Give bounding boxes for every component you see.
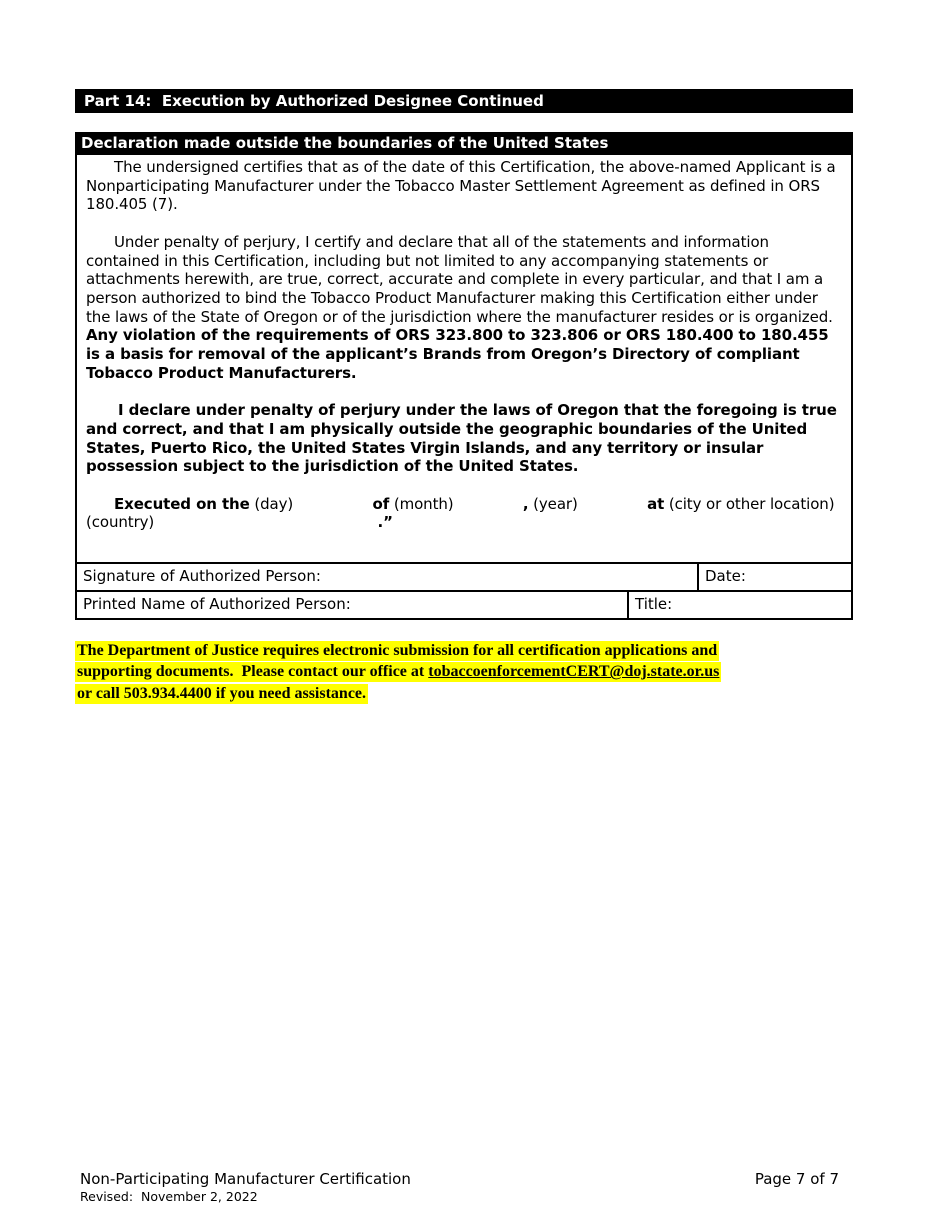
header-gap — [75, 113, 853, 132]
country-label: (country) — [86, 513, 155, 532]
declaration-paragraph-2 — [86, 233, 842, 383]
page-footer — [75, 1170, 853, 1205]
highlighted-text: or call 503.934.4400 if you need assistance. — [77, 684, 367, 702]
highlighted-text: The Department of Justice requires electronic submission for all certification applications and — [77, 642, 718, 659]
part-14-header-bar: Part 14: Execution by Authorized Designee Continued — [75, 89, 853, 113]
paragraph-2-bold-text: Any violation of the requirements of ORS 323.800 to 323.806 or ORS 180.400 to 180.455 is a basis for removal of the applicant’s Brands from Oregon’s Directory of compliant Tobacco Product Manufacturers. — [86, 326, 829, 382]
highlighted-text — [75, 662, 721, 682]
footer-page-number: Page 7 of 7 — [754, 1170, 839, 1188]
declaration-paragraph-1 — [86, 158, 842, 214]
notice-line-2 — [75, 661, 853, 682]
footer-revised-date: Revised: November 2, 2022 — [80, 1189, 258, 1204]
paragraph-2-regular-text: Under penalty of perjury, I certify and declare that all of the statements and information contained in this Certification, including but not limited to any accompanying statements or attachments herewith, are true, correct, accurate and complete in every particular, and that I am a person authorized to bind the Tobacco Product Manufacturer making this Certification either under the laws of the State of Oregon or of the jurisdiction where the manufacturer resides or is organized. — [86, 232, 838, 326]
month-blank — [458, 508, 518, 509]
paragraph-1-text: The undersigned certifies that as of the date of this Certification, the above-named Applicant is a Nonparticipating Manufacturer under the Tobacco Master Settlement Agreement as defined in ORS 180.405 (7). — [86, 158, 836, 214]
declaration-paragraph-3 — [86, 401, 842, 476]
signature-label-cell: Signature of Authorized Person: — [77, 564, 699, 590]
comma-separator: , — [522, 494, 529, 513]
printed-name-label-cell: Printed Name of Authorized Person: — [77, 592, 629, 618]
page-content — [75, 89, 853, 704]
of-label: of — [372, 494, 390, 513]
footer-document-title: Non-Participating Manufacturer Certification — [80, 1170, 411, 1188]
table-row-signature — [75, 564, 853, 592]
table-row-printed-name — [75, 592, 853, 620]
month-label: (month) — [393, 494, 454, 513]
declaration-header-bar: Declaration made outside the boundaries of the United States — [75, 132, 853, 155]
country-blank — [159, 526, 373, 527]
closing-quote: .” — [377, 513, 393, 532]
paragraph-3-text: I declare under penalty of perjury under the laws of Oregon that the foregoing is true and correct, and that I am physically outside the geographic boundaries of the United States, Puerto Rico, the United States Virgin Islands, and any territory or insular possession subject to the jurisdiction of the United States. — [86, 401, 837, 476]
day-label: (day) — [254, 494, 294, 513]
doj-electronic-submission-notice — [75, 640, 853, 704]
title-label-cell: Title: — [635, 595, 673, 613]
executed-lead: Executed on the — [114, 494, 250, 513]
declaration-box — [75, 155, 853, 564]
notice-line-1 — [75, 640, 853, 661]
at-label: at — [647, 494, 665, 513]
executed-line-2 — [86, 513, 842, 532]
year-blank — [582, 508, 642, 509]
contact-email-link[interactable]: tobaccoenforcementCERT@doj.state.or.us — [428, 663, 720, 681]
city-label: (city or other location) — [668, 494, 835, 513]
date-label-cell: Date: — [705, 567, 746, 585]
executed-line-1 — [86, 495, 842, 514]
notice-line-3 — [75, 683, 853, 704]
year-label: (year) — [533, 494, 578, 513]
notice-line-2-prefix: supporting documents. Please contact our office at — [77, 663, 429, 681]
day-blank — [298, 508, 368, 509]
footer-title-row — [75, 1170, 853, 1189]
